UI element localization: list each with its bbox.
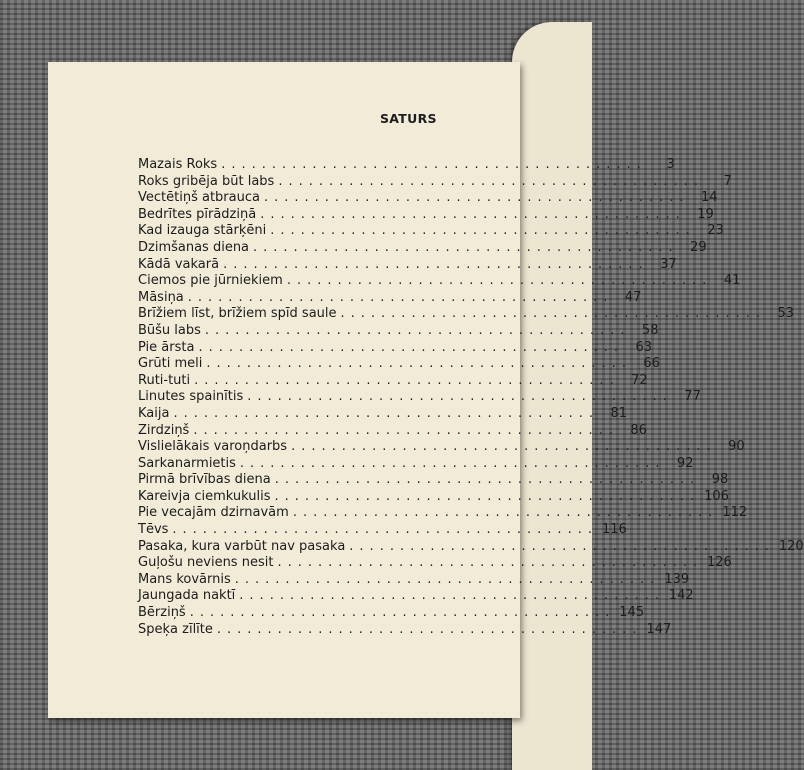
toc-entry-page: 81	[610, 405, 628, 421]
toc-entry-page: 116	[601, 522, 627, 538]
toc-entry-page: 106	[704, 488, 729, 504]
toc-entry-page: 86	[630, 422, 647, 438]
toc-entry-title: Pie vecajām dzirnavām	[138, 505, 289, 521]
dot-leader: ..........................................	[340, 306, 767, 322]
toc-entry-title: Tēvs	[138, 522, 169, 538]
toc-entry-title: Vectētiņš atbrauca	[138, 190, 260, 206]
dot-leader: ..........................................	[274, 472, 701, 488]
toc-entry-title: Būšu labs	[138, 322, 201, 338]
dot-leader: ..........................................	[260, 206, 686, 222]
toc-entry	[138, 256, 677, 274]
toc-entry	[138, 173, 732, 191]
toc-entry-page: 47	[624, 289, 642, 305]
toc-entry	[138, 522, 627, 539]
toc-entry-title: Māsiņa	[138, 289, 184, 305]
toc-entry	[138, 389, 701, 406]
dot-leader: ..........................................	[204, 322, 631, 338]
toc-entry	[138, 455, 694, 473]
toc-entry-title: Bedrītes pīrādziņā	[138, 206, 257, 222]
toc-entry-title: Mazais Roks	[138, 157, 218, 172]
toc-entry-page: 90	[728, 439, 745, 455]
toc-entry	[138, 223, 724, 240]
toc-entry	[138, 605, 645, 622]
toc-entry-page: 147	[646, 621, 672, 637]
toc-entry-title: Brīžiem līst, brīžiem spīd saule	[138, 306, 337, 322]
toc-entry-page: 23	[707, 223, 724, 239]
table-of-contents	[138, 157, 804, 638]
toc-entry-title: Speķa zīlīte	[138, 621, 213, 637]
toc-entry-page: 7	[723, 173, 732, 189]
dot-leader: ..........................................	[221, 157, 647, 172]
toc-entry	[138, 190, 718, 207]
toc-entry	[138, 239, 707, 257]
toc-entry-title: Mans kovārnis	[138, 571, 231, 587]
toc-entry-title: Kad izauga stārķēni	[138, 223, 267, 239]
toc-entry-page: 37	[660, 256, 677, 272]
toc-entry-title: Ciemos pie jūrniekiem	[138, 273, 283, 289]
toc-entry-page: 3	[666, 157, 675, 172]
dot-leader: ..........................................	[247, 389, 673, 405]
dot-leader: ..........................................	[189, 605, 616, 621]
toc-entry-page: 139	[664, 571, 690, 587]
dot-leader: ..........................................	[234, 571, 661, 587]
dot-leader: ..........................................	[173, 405, 600, 421]
toc-entry-page: 120	[778, 538, 804, 554]
dot-leader: ..........................................	[274, 488, 701, 504]
toc-entry-title: Pie ārsta	[138, 339, 195, 355]
toc-entry-title: Grūti meli	[138, 356, 203, 372]
toc-entry-title: Jaungada naktī	[138, 588, 236, 604]
toc-entry-page: 66	[643, 356, 660, 372]
toc-entry	[138, 405, 628, 423]
dot-leader: ..........................................	[291, 439, 717, 455]
dot-leader: ..........................................	[278, 173, 704, 189]
toc-entry-page: 112	[722, 505, 748, 521]
toc-entry	[138, 505, 748, 522]
toc-entry	[138, 621, 672, 639]
toc-entry	[138, 157, 675, 174]
toc-entry-page: 98	[711, 472, 729, 488]
dot-leader: ..........................................	[194, 372, 620, 388]
toc-entry-title: Bērziņš	[138, 605, 186, 621]
toc-entry-page: 29	[690, 239, 707, 255]
toc-entry-page: 58	[641, 322, 659, 338]
dot-leader: ..........................................	[239, 455, 666, 471]
dot-leader: ..........................................	[270, 223, 696, 239]
toc-entry	[138, 206, 714, 224]
toc-entry-title: Dzimšanas diena	[138, 239, 250, 255]
dot-leader: ..........................................	[253, 239, 679, 255]
toc-entry-title: Sarkanarmietis	[138, 455, 236, 471]
toc-entry-page: 92	[676, 455, 694, 471]
dot-leader: ..........................................	[198, 339, 625, 355]
dot-leader: ..........................................	[286, 273, 713, 289]
toc-entry	[138, 588, 694, 605]
toc-heading: SATURS	[380, 111, 437, 126]
dot-leader: ..........................................	[223, 256, 649, 272]
dot-leader: ..........................................	[172, 522, 598, 538]
toc-entry-title: Kareivja ciemkukulis	[138, 488, 271, 504]
toc-entry	[138, 472, 729, 489]
toc-entry	[138, 289, 642, 307]
toc-entry	[138, 339, 653, 357]
toc-entry-page: 72	[631, 372, 648, 388]
dot-leader: ..........................................	[292, 505, 719, 521]
toc-entry-page: 126	[707, 555, 732, 571]
toc-entry-page: 142	[668, 588, 694, 604]
toc-entry-title: Pirmā brīvības diena	[138, 472, 271, 488]
dot-leader: ..........................................	[187, 289, 614, 305]
toc-entry-title: Ruti-tuti	[138, 372, 191, 388]
dot-leader: ..........................................	[349, 538, 775, 554]
toc-entry-title: Vislielākais varoņdarbs	[138, 439, 288, 455]
toc-entry	[138, 422, 647, 440]
toc-entry-page: 145	[619, 605, 645, 621]
toc-entry-page: 19	[697, 206, 714, 222]
toc-entry	[138, 306, 795, 323]
toc-entry-title: Guļošu neviens nesit	[138, 555, 274, 571]
toc-entry-page: 53	[777, 306, 795, 322]
toc-entry-title: Linutes spainītis	[138, 389, 244, 405]
toc-entry	[138, 571, 690, 589]
toc-entry-page: 63	[635, 339, 653, 355]
dot-leader: ..........................................	[216, 621, 643, 637]
toc-entry-title: Pasaka, kura varbūt nav pasaka	[138, 538, 346, 554]
toc-entry	[138, 488, 729, 506]
toc-entry	[138, 439, 745, 456]
dot-leader: ..........................................	[206, 356, 632, 372]
toc-entry-title: Kaija	[138, 405, 170, 421]
toc-entry-title: Roks gribēja būt labs	[138, 173, 275, 189]
toc-entry	[138, 356, 660, 373]
toc-entry	[138, 538, 804, 556]
dot-leader: ..........................................	[277, 555, 703, 571]
toc-entry	[138, 273, 741, 290]
toc-entry-page: 41	[723, 273, 741, 289]
toc-entry-page: 77	[684, 389, 701, 405]
dot-leader: ..........................................	[193, 422, 619, 438]
dot-leader: ..........................................	[263, 190, 690, 206]
toc-entry-page: 14	[700, 190, 718, 206]
toc-entry-title: Zirdziņš	[138, 422, 190, 438]
toc-entry-title: Kādā vakarā	[138, 256, 220, 272]
dot-leader: ..........................................	[239, 588, 665, 604]
toc-entry	[138, 555, 732, 572]
toc-entry	[138, 372, 648, 390]
toc-entry	[138, 322, 659, 340]
